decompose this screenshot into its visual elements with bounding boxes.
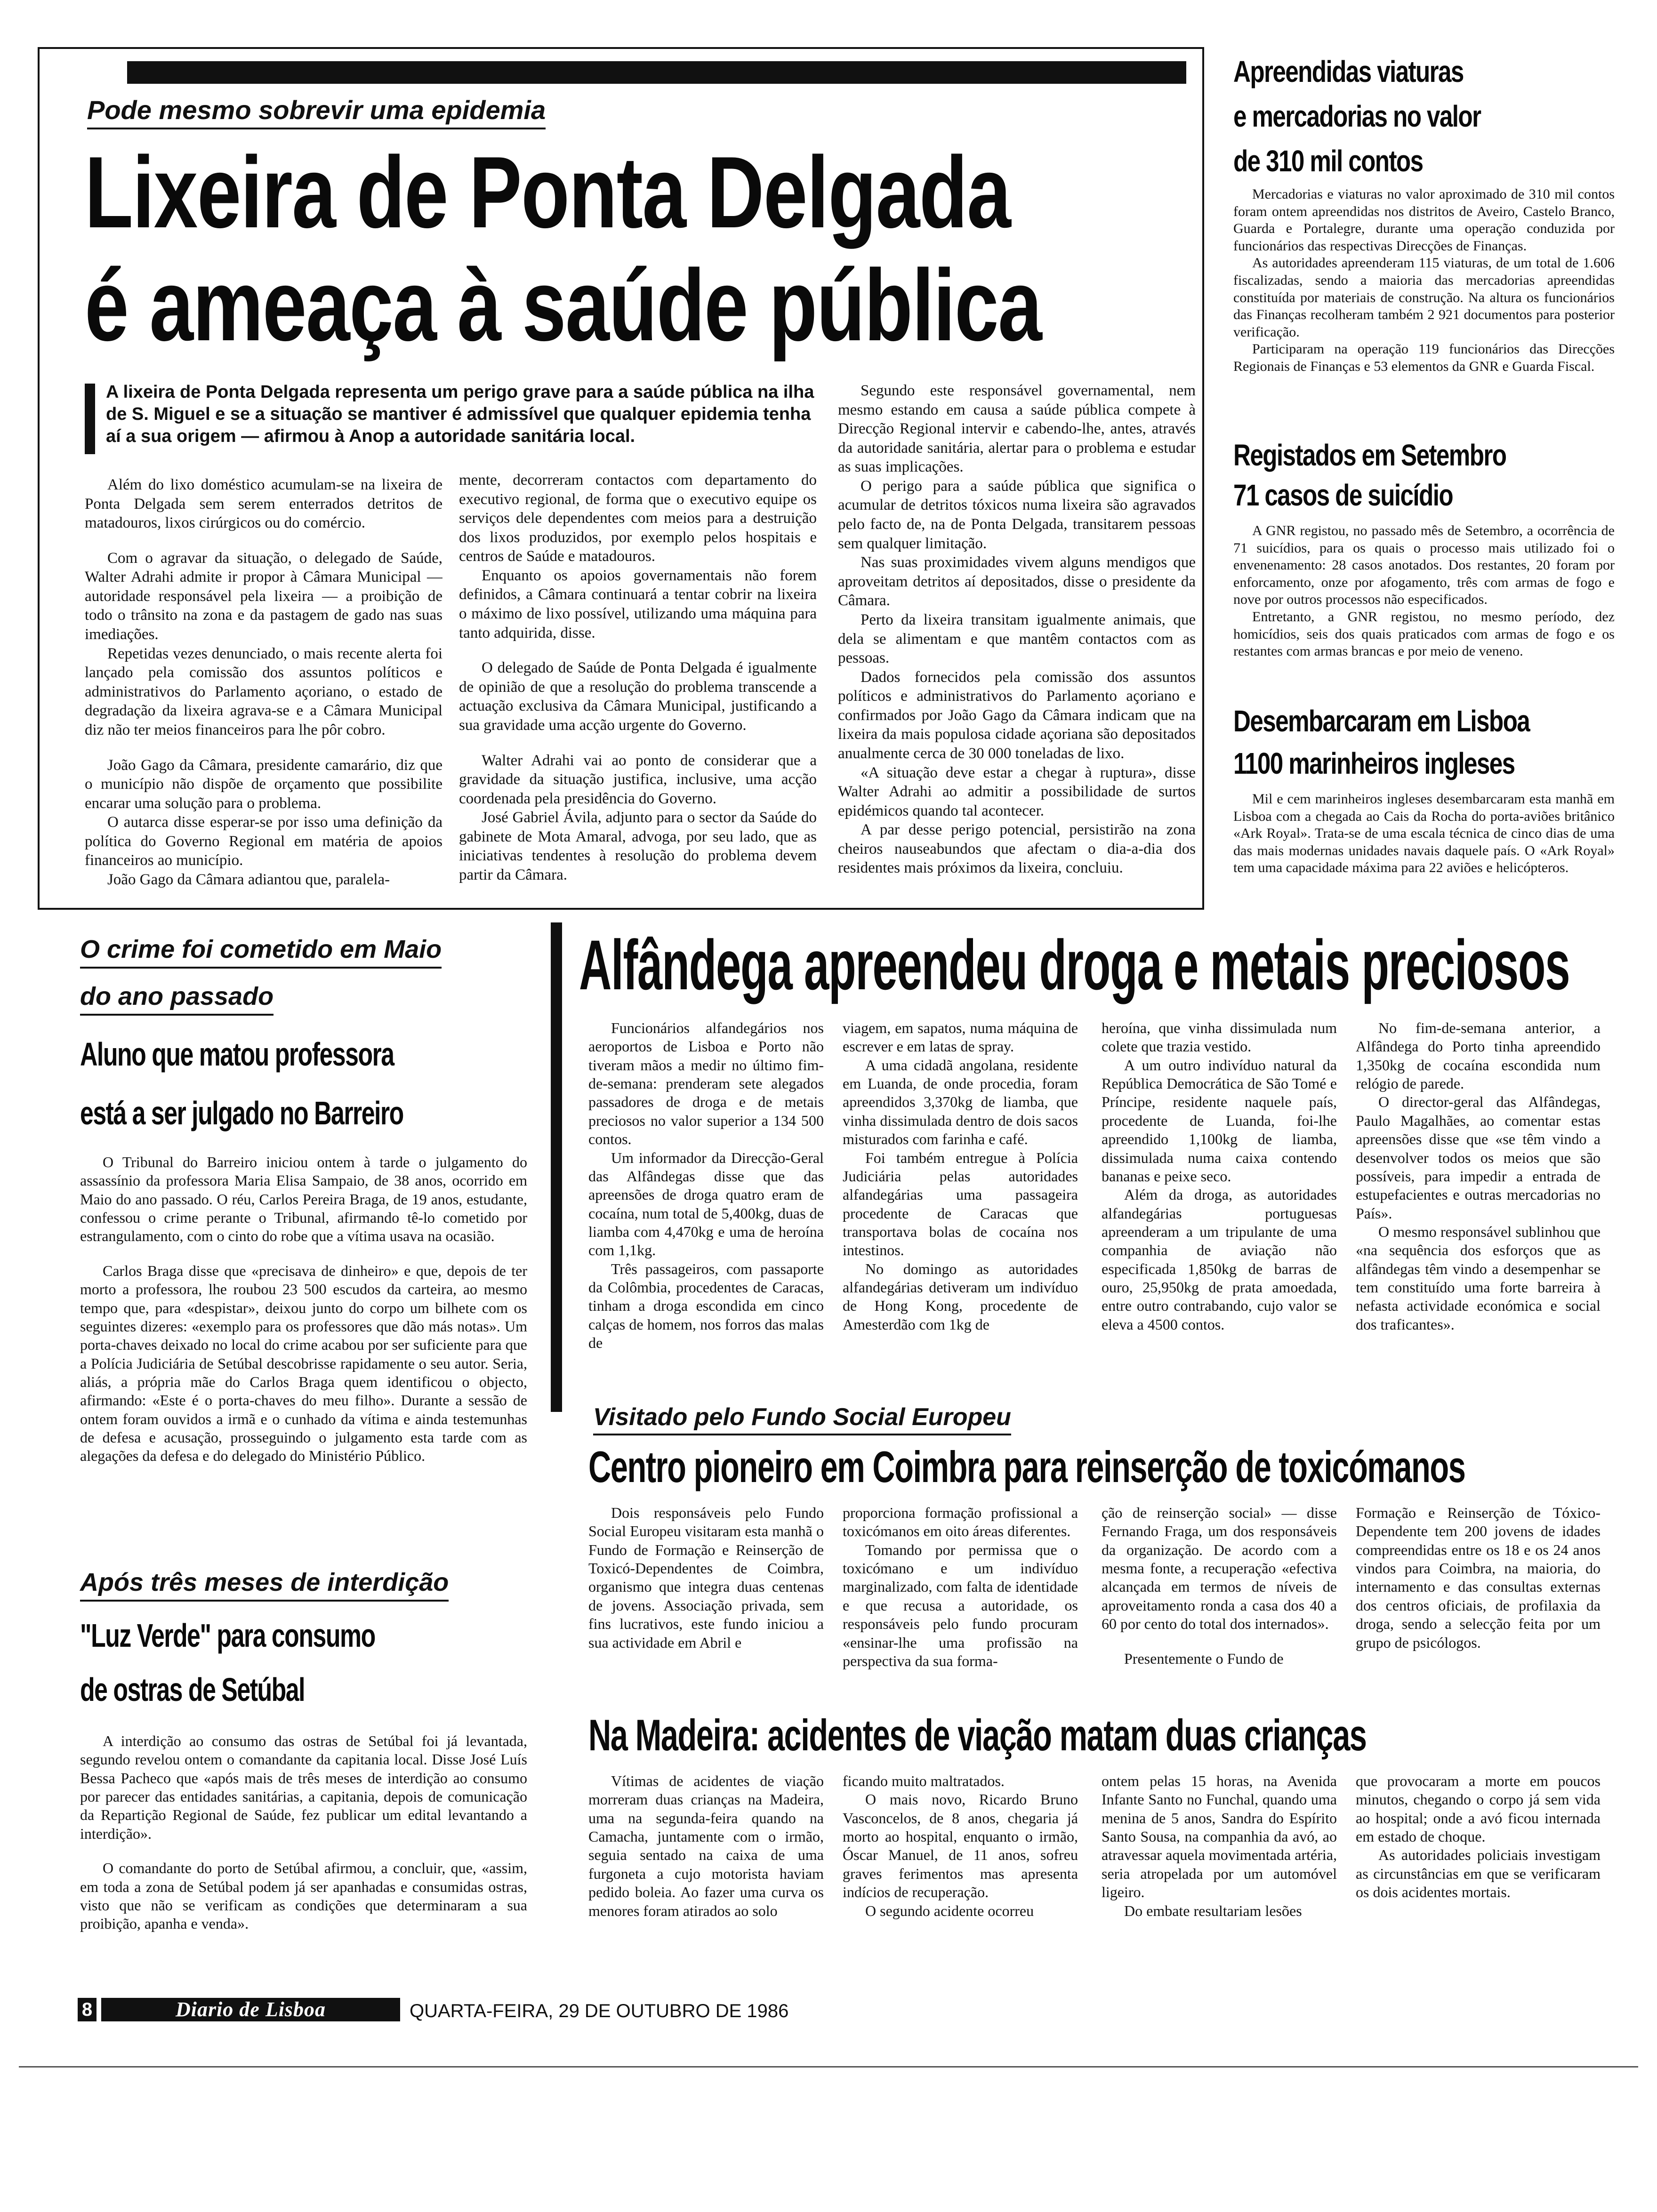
barreiro-kicker-line1: O crime foi cometido em Maio <box>80 934 442 969</box>
paragraph: O director-geral das Alfândegas, Paulo Magalhães, ao comentar estas apreensões disse que «se têm vindo a desenvolver todos os meios que são possíveis, para impedir a entrada de estupefacientes e outras mercadorias no País». <box>1356 1093 1601 1222</box>
paragraph: Três passageiros, com passaporte da Colômbia, procedentes de Caracas, tinham a droga escondida em cinco calças de homem, nos forros das malas de <box>588 1260 824 1352</box>
paragraph: Segundo este responsável governamental, nem mesmo estando em causa a saúde pública compete à Direcção Regional intervir e cabendo-lhe, antes, através da autoridade sanitária, alertar para o problema e estudar as suas implicações. <box>838 382 1196 476</box>
paragraph: Enquanto os apoios governamentais não forem definidos, a Câmara continuará a tentar cobrir na lixeira o máximo de lixo possível, utilizando uma máquina para tanto adquirida, disse. <box>459 567 817 641</box>
madeira-column-2 <box>843 1772 1078 1979</box>
paragraph: O perigo para a saúde pública que significa o acumular de detritos tóxicos numa lixeira são agravados pelo facto de, na de Ponta Delgada, transitarem pessoas sem qualquer limitação. <box>838 477 1196 552</box>
paragraph: As autoridades apreenderam 115 viaturas, de um total de 1.606 fiscalizadas, sendo a maioria das mercadorias apreendidas constituída por materiais de construção. Na altura os funcionários das Finanças recolheram também 2 921 documentos para posterior verificação. <box>1233 255 1615 340</box>
paragraph: Foi também entregue à Polícia Judiciária pelas autoridades alfandegárias uma passageira procedente de Caracas que transportava bolas de cocaína nos intestinos. <box>843 1149 1078 1259</box>
paragraph: O delegado de Saúde de Ponta Delgada é igualmente de opinião de que a resolução do problema transcende a actuação exclusiva da Câmara Municipal, justificando a sua gravidade uma acção urgente do Governo. <box>459 659 817 734</box>
coimbra-headline: Centro pioneiro em Coimbra para reinserção de toxicómanos <box>588 1442 1465 1491</box>
paragraph: ontem pelas 15 horas, na Avenida Infante Santo no Funchal, quando uma menina de 5 anos, Sandra do Espírito Santo Sousa, na companhia da avó, ao atravessar aquela movimentada artéria, seria atropelada por um automóvel ligeiro. <box>1102 1772 1337 1901</box>
coimbra-column-3 <box>1102 1504 1337 1701</box>
paragraph: Mil e cem marinheiros ingleses desembarcaram esta manhã em Lisboa com a chegada ao Cais da Rocha do porta-aviões britânico «Ark Royal». Trata-se de uma escala técnica de cinco dias de uma das mais modernas unidades navais daquele país. O «Ark Royal» tem uma capacidade máxima para 22 aviões e helicópteros. <box>1233 791 1615 876</box>
paragraph: No domingo as autoridades alfandegárias detiveram um indivíduo de Hong Kong, procedente de Amesterdão com 1kg de <box>843 1260 1078 1333</box>
paragraph: A par desse perigo potencial, persistirão na zona cheiros nauseabundos que afectam o dia-a-dia dos residentes mais próximos da lixeira, concluiu. <box>838 821 1196 877</box>
top-black-bar <box>127 61 1186 84</box>
paragraph: A uma cidadã angolana, residente em Luanda, de onde procedia, foram apreendidos 3,370kg de liamba, que vinha dissimulada dentro de dois sacos misturados com farinha e café. <box>843 1056 1078 1148</box>
ostras-kicker: Após três meses de interdição <box>80 1567 449 1602</box>
paragraph: Dois responsáveis pelo Fundo Social Europeu visitaram esta manhã o Fundo de Formação e Reinserção de Toxicó-Dependentes de Coimbra, organismo que integra duas centenas de jovens. Associação privada, sem fins lucrativos, este fundo iniciou a sua actividade em Abril e <box>588 1504 824 1651</box>
paragraph: A GNR registou, no passado mês de Setembro, a ocorrência de 71 suicídios, para os quais o processo mais utilizado foi o envenenamento: 28 casos anotados. Dos restantes, 20 foram por enforcamento, onze por afogamento, três com armas de fogo e nove por outros processos não especificados. <box>1233 523 1615 608</box>
paragraph: As autoridades policiais investigam as circunstâncias em que se verificaram os dois acidentes mortais. <box>1356 1846 1601 1901</box>
paragraph: ção de reinserção social» — disse Fernando Fraga, um dos responsáveis da organização. De acordo com a mesma fonte, a recuperação «efectiva alcançada em termos de níveis de aproveitamento ronda a casa dos 40 a 60 por cento do total dos internados». <box>1102 1504 1337 1633</box>
paragraph: heroína, que vinha dissimulada num colete que trazia vestido. <box>1102 1019 1337 1055</box>
paragraph: Vítimas de acidentes de viação morreram duas crianças na Madeira, uma na segunda-feira quando na Camacha, juntamente com o irmão, seguia sentado na caixa de uma furgoneta a cujo motorista haviam pedido boleia. Ao fazer uma curva os menores foram atirados ao solo <box>588 1772 824 1919</box>
paragraph: O mais novo, Ricardo Bruno Vasconcelos, de 8 anos, chegaria já morto ao hospital, enquanto o irmão, Óscar Manuel, de 11 anos, sofreu graves ferimentos mas apresenta indícios de recuperação. <box>843 1791 1078 1901</box>
coimbra-column-4 <box>1356 1504 1601 1701</box>
paragraph: proporciona formação profissional a toxicómanos em oito áreas diferentes. <box>843 1504 1078 1540</box>
story-viaturas-headline-2: e mercadorias no valor <box>1233 99 1481 133</box>
paragraph: Além da droga, as autoridades alfandegárias portuguesas apreenderam a um tripulante de uma companhia de aviação não especificada 1,850kg de barras de ouro, 25,950kg de prata amoedada, entre outro contrabando, cujo valor se eleva a 4500 contos. <box>1102 1186 1337 1333</box>
barreiro-kicker-line2: do ano passado <box>80 981 273 1016</box>
paragraph: Perto da lixeira transitam igualmente animais, que dela se alimentam e que mantêm contactos com as pessoas. <box>838 611 1196 667</box>
paragraph: Funcionários alfandegários nos aeroportos de Lisboa e Porto não tiveram mãos a medir no último fim-de-semana: prenderam sete alegados passadores de droga e de metais preciosos no valor superior a 134 500 contos. <box>588 1019 824 1148</box>
madeira-headline: Na Madeira: acidentes de viação matam duas crianças <box>588 1710 1367 1760</box>
paragraph: Mercadorias e viaturas no valor aproximado de 310 mil contos foram ontem apreendidas nos distritos de Aveiro, Castelo Branco, Guarda e Portalegre, durante uma operação conduzida por funcionários das respectivas Direcções de Finanças. <box>1233 186 1615 254</box>
ostras-headline-line2: de ostras de Setúbal <box>80 1671 305 1708</box>
barreiro-headline-line1: Aluno que matou professora <box>80 1036 394 1073</box>
masthead-logo: Diario de Lisboa <box>175 1998 326 2021</box>
story-viaturas-headline-1: Apreendidas viaturas <box>1233 55 1464 88</box>
story-suicidio-headline-2: 71 casos de suicídio <box>1233 478 1453 512</box>
paragraph: Do embate resultariam lesões <box>1124 1902 1302 1919</box>
paragraph: «A situação deve estar a chegar à ruptura», disse Walter Adrahi ao admitir a possibilidade de surtos epidémicos quando tal acontecer. <box>838 764 1196 819</box>
top-story-headline-line2: é ameaça à saúde pública <box>85 248 1042 362</box>
page-number: 8 <box>81 1999 93 2020</box>
top-story-lead: A lixeira de Ponta Delgada representa um perigo grave para a saúde pública na ilha de S. Miguel e se a situação se mantiver é admissível que qualquer epidemia tenha aí a sua origem — afirmou à Anop a autoridade sanitária local. <box>106 382 814 447</box>
alfandega-headline: Alfândega apreendeu droga e metais preciosos <box>579 925 1570 1004</box>
alfandega-column-2 <box>843 1019 1078 1395</box>
bottom-divider <box>19 2066 1638 2068</box>
ostras-headline-line1: "Luz Verde" para consumo <box>80 1617 375 1654</box>
ostras-body <box>80 1732 527 1981</box>
barreiro-headline-line2: está a ser julgado no Barreiro <box>80 1095 403 1131</box>
madeira-column-3 <box>1102 1772 1337 1979</box>
top-story-headline-line1: Lixeira de Ponta Delgada <box>85 135 1011 249</box>
paragraph: ficando muito maltratados. <box>843 1772 1005 1789</box>
story-viaturas-body <box>1233 186 1615 424</box>
paragraph: O autarca disse esperar-se por isso uma definição da política do Governo Regional em matéria de apoios financeiros ao município. <box>85 814 442 869</box>
madeira-column-4 <box>1356 1772 1601 1979</box>
story-suicidio-headline-1: Registados em Setembro <box>1233 438 1506 472</box>
top-story-column-2 <box>459 471 817 899</box>
paragraph: Presentemente o Fundo de <box>1124 1650 1284 1667</box>
paragraph: O segundo acidente ocorreu <box>865 1902 1034 1919</box>
paragraph: Carlos Braga disse que «precisava de dinheiro» e que, depois de ter morto a professora, lhe roubou 23 500 escudos da carteira, ao mesmo tempo que, para «despistar», deixou junto do corpo um bilhete com os seguintes dizeres: «exemplo para os professores que dão más notas». Um porta-chaves deixado no local do crime acabou por ser suficiente para que a Polícia Judiciária de Setúbal descobrisse rapidamente o seu autor. Seria, aliás, a própria mãe do Carlos Braga quem identificou o objecto, afirmando: «Este é o porta-chaves do meu filho». Durante a sessão de ontem foram ouvidos a irmã e o cunhado da vítima e ainda testemunhas de defesa e acusação, prosseguindo o julgamento esta tarde com as alegações da defesa e do delegado do Ministério Público. <box>80 1262 527 1465</box>
alfandega-vertical-bar <box>551 922 562 1412</box>
paragraph: Além do lixo doméstico acumulam-se na lixeira de Ponta Delgada sem serem enterrados detritos de matadouros, lixos cirúrgicos ou do comércio. <box>85 476 442 532</box>
top-story-column-3 <box>838 381 1196 899</box>
story-marinheiros-body <box>1233 791 1615 890</box>
barreiro-body <box>80 1153 527 1563</box>
paragraph: A um outro indivíduo natural da República Democrática de São Tomé e Príncipe, residente naquele país, procedente de Luanda, foi-lhe apreendido 1,100kg de liamba, dissimulada numa caixa contendo bananas e peixe seco. <box>1102 1056 1337 1185</box>
top-story-kicker: Pode mesmo sobrevir uma epidemia <box>87 94 546 129</box>
madeira-column-1 <box>588 1772 824 1979</box>
coimbra-column-1 <box>588 1504 824 1701</box>
paragraph: João Gago da Câmara, presidente camarário, diz que o município não dispõe de orçamento que possibilite encarar uma solução para o problema. <box>85 756 442 812</box>
paragraph: Walter Adrahi vai ao ponto de considerar que a gravidade da situação justifica, inclusive, uma acção coordenada pela presidência do Governo. <box>459 752 817 807</box>
paragraph: mente, decorreram contactos com departamento do executivo regional, de forma que o executivo equipe os serviços dele dependentes com meios para a destruição dos lixos produzidos, por exemplo pelos hospitais e centros de Saúde e matadouros. <box>459 472 817 565</box>
paragraph: Repetidas vezes denunciado, o mais recente alerta foi lançado pela comissão dos assuntos políticos e administrativos do Parlamento açoriano, o estado de degradação da lixeira agrava-se e a Câmara Municipal diz não ter meios financeiros para lhe pôr cobro. <box>85 645 442 738</box>
paragraph: A interdição ao consumo das ostras de Setúbal foi já levantada, segundo revelou ontem o comandante da capitania local. Disse José Luís Bessa Pacheco que «após mais de três meses de interdição ao consumo por parecer das entidades sanitárias, a capitania, depois de comunicação da Repartição Regional de Saúde, fez publicar um edital levantando a interdição». <box>80 1732 527 1842</box>
story-marinheiros-headline-1: Desembarcaram em Lisboa <box>1233 704 1530 738</box>
paragraph: viagem, em sapatos, numa máquina de escrever e em latas de spray. <box>843 1019 1078 1055</box>
paragraph: Participaram na operação 119 funcionários das Direcções Regionais de Finanças e 53 elementos da GNR e Guarda Fiscal. <box>1233 341 1615 374</box>
paragraph: O comandante do porto de Setúbal afirmou, a concluir, que, «assim, em toda a zona de Setúbal podem já ser apanhadas e consumidas ostras, visto que não se verificam as condições que determinaram a sua proibição, apanha e venda». <box>80 1859 527 1932</box>
alfandega-column-3 <box>1102 1019 1337 1395</box>
paragraph: Dados fornecidos pela comissão dos assuntos políticos e administrativos do Parlamento açoriano e confirmados por João Gago da Câmara indicam que na lixeira da mais populosa cidade açoriana são depositados anualmente cerca de 30 000 toneladas de lixo. <box>838 668 1196 762</box>
paragraph: José Gabriel Ávila, adjunto para o sector da Saúde do gabinete de Mota Amaral, advoga, por seu lado, que as iniciativas tendentes à resolução do problema devem partir da Câmara. <box>459 809 817 883</box>
top-story-column-1 <box>85 475 442 899</box>
paragraph: O Tribunal do Barreiro iniciou ontem à tarde o julgamento do assassínio da professora Maria Elisa Sampaio, de 38 anos, ocorrido em Maio do ano passado. O réu, Carlos Pereira Braga, de 19 anos, estudante, confessou o crime perante o Tribunal, afirmando tê-lo cometido por estrangulamento, com o cinto do robe que a vítima usava na ocasião. <box>80 1154 527 1245</box>
paragraph: No fim-de-semana anterior, a Alfândega do Porto tinha apreendido 1,350kg de cocaína escondida num relógio de parede. <box>1356 1019 1601 1092</box>
paragraph: Entretanto, a GNR registou, no mesmo período, dez homicídios, seis dos quais praticados com armas de fogo e os restantes com armas brancas e por meio de veneno. <box>1233 609 1615 659</box>
coimbra-kicker: Visitado pelo Fundo Social Europeu <box>593 1403 1011 1435</box>
coimbra-column-2 <box>843 1504 1078 1701</box>
paragraph: Tomando por permissa que o toxicómano e um indivíduo marginalizado, com falta de identidade e que recusa a autoridade, os responsáveis pelo fundo procuram «ensinar-lhe uma profissão na perspectiva da sua forma- <box>843 1541 1078 1669</box>
paragraph: Nas suas proximidades vivem alguns mendigos que aproveitam detritos aí depositados, disse o presidente da Câmara. <box>838 554 1196 609</box>
paragraph: João Gago da Câmara adiantou que, paralela- <box>107 871 390 888</box>
paragraph: Com o agravar da situação, o delegado de Saúde, Walter Adrahi admite ir propor à Câmara Municipal — autoridade responsável pela lixeira — a proibição de todo o trânsito na zona e da pastagem de gado nas suas imediações. <box>85 549 442 643</box>
paragraph: que provocaram a morte em poucos minutos, chegando o corpo já sem vida ao hospital; onde a avó ficou internada em estado de choque. <box>1356 1772 1601 1845</box>
paragraph: O mesmo responsável sublinhou que «na sequência dos esforços que as alfândegas têm vindo a desempenhar se tem constituído uma forte barreira à nefasta actividade económica e social dos traficantes». <box>1356 1223 1601 1333</box>
lead-marker-bar <box>85 384 95 454</box>
story-viaturas-headline-3: de 310 mil contos <box>1233 144 1423 178</box>
issue-date: QUARTA-FEIRA, 29 DE OUTUBRO DE 1986 <box>410 2001 789 2021</box>
story-marinheiros-headline-2: 1100 marinheiros ingleses <box>1233 746 1515 780</box>
alfandega-column-4 <box>1356 1019 1601 1395</box>
story-suicidio-body <box>1233 522 1615 701</box>
alfandega-column-1 <box>588 1019 824 1395</box>
paragraph: Um informador da Direcção-Geral das Alfândegas disse que das apreensões de droga quatro eram de cocaína, num total de 5,400kg, duas de liamba com 4,470kg e uma de heroína com 1,1kg. <box>588 1149 824 1259</box>
paragraph: Formação e Reinserção de Tóxico-Dependente tem 200 jovens de idades compreendidas entre os 18 e os 24 anos vindos para Coimbra, na maioria, do internamento e das consultas externas dos centros oficiais, de profilaxia da droga, sendo a selecção feita por um grupo de psicólogos. <box>1356 1504 1601 1651</box>
